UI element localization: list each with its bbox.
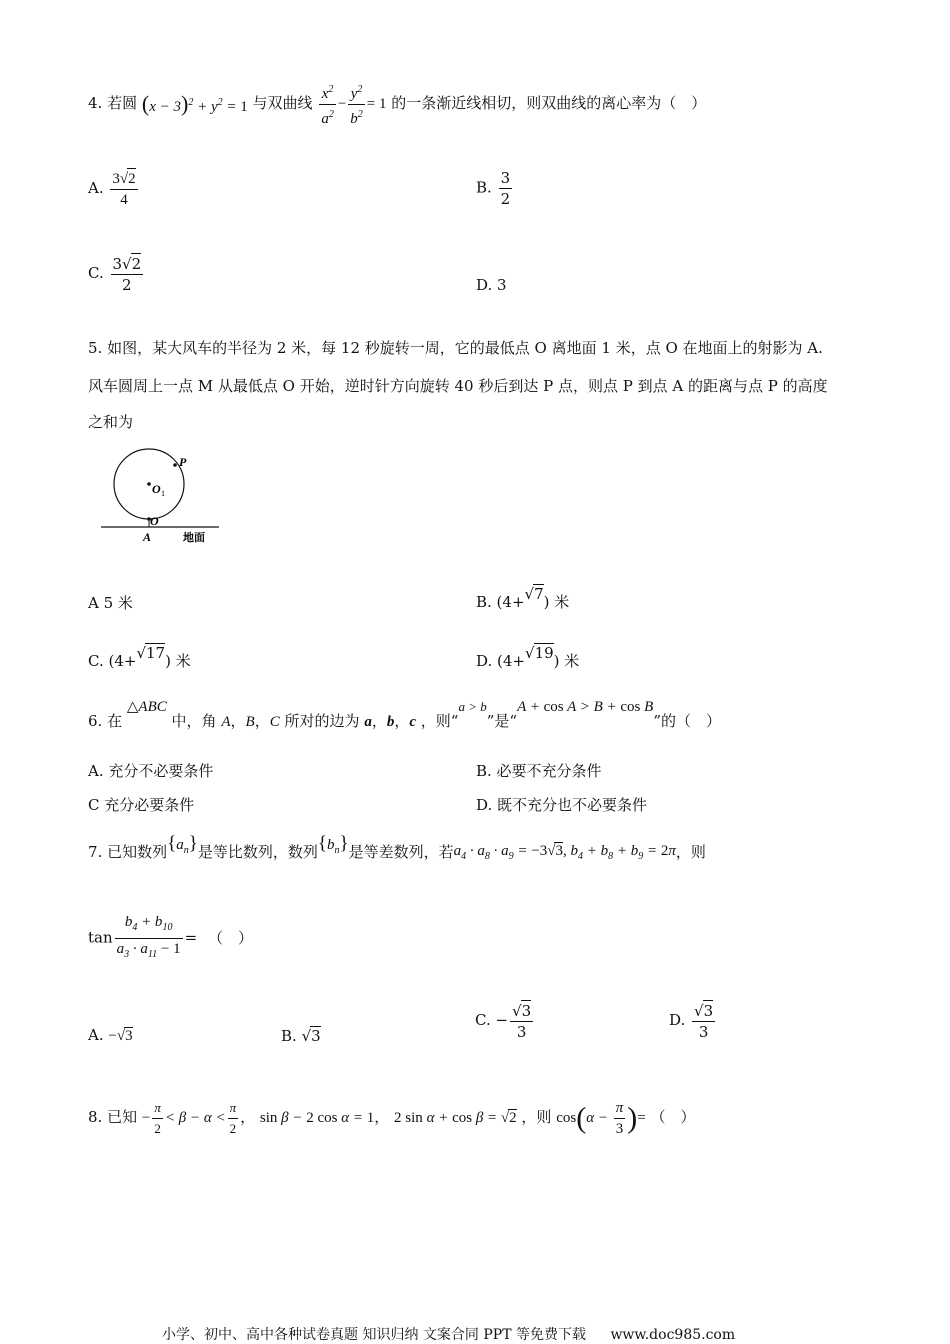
question-8 [88, 1098, 696, 1139]
q7-text-1: 7. 已知数列 [88, 843, 168, 861]
q7-option-c [475, 1000, 535, 1042]
q4-text-1: 若圆 [107, 93, 138, 112]
q7-option-b [281, 1026, 321, 1045]
windmill-figure [95, 446, 225, 550]
q6-condition-1: a > b [458, 699, 487, 714]
q6-text-1: 6. 在 [88, 712, 123, 730]
q7-option-b-label: B. [281, 1027, 297, 1045]
q6-text-6: ”的（ ） [653, 712, 721, 730]
q7-text-2: 是等比数列，数列 [197, 843, 318, 861]
q5-line-2: 风车圆周上一点 M 从最低点 O 开始，逆时针方向旋转 40 秒后到达 P 点，则点 P 到点 A 的距离与点 P 的高度 [88, 377, 828, 395]
q6-condition-2: A + cos A > B + cos B [517, 699, 654, 715]
q6-triangle: △ABC [126, 699, 167, 715]
q5-option-c [88, 643, 191, 671]
q7-option-d [669, 1000, 717, 1042]
label-o1: O [152, 482, 161, 496]
q8-equation-2: 2 sin α + cos β = √2 [394, 1109, 517, 1126]
q8-range: − $\frac{\pi}{2}$ < β − α < $\frac{\pi}{2}$ [141, 1100, 237, 1136]
q4-option-b-label: B. [476, 178, 492, 197]
q4-option-b [476, 168, 514, 209]
q4-circle-equation: $(x - 3)^2 + y^2 = 1$ [141, 90, 248, 116]
q7-sequence-a: $\{a_n\}$ [167, 833, 198, 856]
q7-option-a-label: A. [88, 1026, 104, 1044]
q6-text-3: 所对的边为 [284, 712, 360, 730]
q4-option-d [476, 276, 507, 294]
q8-sep-1: ， [240, 1107, 256, 1126]
q7-option-d-value: $\frac{√3}{3}$ [694, 1002, 714, 1041]
q7-option-a-value: −√3 [108, 1028, 133, 1044]
footer-text: 小学、初中、高中各种试卷真题 知识归纳 文案合同 PPT 等免费下载 [162, 1327, 586, 1343]
q5-line-3: 之和为 [88, 413, 134, 431]
q4-text-3: 的一条渐近线相切，则双曲线的离心率为（ ） [391, 93, 707, 112]
q7-equals: = [184, 928, 198, 947]
q7-tan: tan [88, 928, 113, 947]
q7-option-a [88, 1026, 133, 1045]
q8-target: cos(α − $\frac{\pi}{3}$ )= [556, 1100, 646, 1137]
q5-option-c-post: ) 米 [165, 652, 191, 670]
q6-text-2: 中，角 [171, 712, 217, 730]
q5-option-b-post: ) 米 [543, 593, 570, 611]
q5-option-d-radical: √19 [525, 644, 554, 662]
q4-option-a [88, 168, 140, 210]
question-6 [88, 697, 721, 731]
q5-option-b [476, 584, 569, 612]
q4-option-c [88, 253, 145, 295]
q8-equation-1: sin β − 2 cos α = 1 [259, 1109, 375, 1126]
q5-option-b-radical: √7 [524, 585, 544, 603]
q5-option-c-pre: C. (4+ [88, 652, 137, 670]
q4-option-c-label: C. [88, 264, 104, 282]
q4-option-a-label: A. [88, 179, 104, 197]
q6-angles: A，B，C [221, 714, 280, 730]
q4-option-b-value: $\frac{3}{2}$ [500, 169, 511, 208]
q6-sides: a，b，c [364, 714, 417, 730]
point-o1 [147, 482, 151, 486]
q7-sequence-b: $\{b_n\}$ [317, 833, 349, 856]
q7-fraction: $\frac{b_4 + b_{10}}{a_3 \cdot a_{11} - 1}$ [116, 914, 181, 960]
q7-option-b-value: √3 [301, 1027, 321, 1045]
question-7 [88, 833, 706, 862]
label-o: O [150, 514, 159, 528]
q8-text-1: 8. 已知 [88, 1107, 138, 1126]
q7-option-d-label: D. [669, 1011, 686, 1029]
q6-option-a: A. 充分不必要条件 [88, 762, 214, 780]
q5-option-a: A 5 米 [88, 594, 133, 612]
q5-option-d [476, 643, 579, 671]
footer [162, 1324, 735, 1344]
q7-text-4: ，则 [675, 843, 706, 861]
q6-text-4: ，则“ [420, 712, 459, 730]
q4-option-c-value: $\frac{3√2}{2}$ [112, 255, 142, 294]
question-4 [88, 80, 706, 129]
label-a: A [143, 530, 152, 544]
q4-hyperbola-equation: $\frac{x^2}{a^2}$ − $\frac{y^2}{b^2}$ = 1 [317, 96, 386, 112]
q6-option-c: C 充分必要条件 [88, 796, 195, 814]
q6-option-d: D. 既不充分也不必要条件 [476, 796, 648, 814]
q5-option-c-radical: √17 [136, 644, 166, 662]
q5-line-1: 5. 如图，某大风车的半径为 2 米，每 12 秒旋转一周，它的最低点 O 离地面 1 米，点 O 在地面上的射影为 A. [88, 339, 823, 357]
q4-number: 4. [88, 93, 103, 112]
q7-paren: （ ） [207, 928, 253, 947]
q6-option-b: B. 必要不充分条件 [476, 762, 602, 780]
q4-text-2: 与双曲线 [252, 93, 313, 112]
q7-text-3: 是等差数列，若 [348, 843, 454, 861]
q6-text-5: ”是“ [486, 712, 518, 730]
label-p: P [179, 455, 187, 469]
label-ground: 地面 [183, 531, 205, 544]
q8-sep-2: ， [374, 1107, 390, 1126]
point-p [173, 463, 177, 467]
q8-paren: （ ） [650, 1107, 696, 1126]
q5-option-d-pre: D. (4+ [476, 652, 525, 670]
q4-option-d-label: D. 3 [476, 276, 507, 294]
q7-option-c-label: C. [475, 1011, 491, 1029]
q4-option-a-value: $\frac{3√2}{4}$ [110, 168, 137, 210]
footer-link[interactable]: www.doc985.com [610, 1327, 736, 1343]
q5-option-d-post: ) 米 [553, 652, 580, 670]
q7-option-c-value: − $\frac{√3}{3}$ [495, 1002, 532, 1041]
q7-expression [88, 912, 253, 965]
q7-conditions: $a_4 \cdot a_8 \cdot a_9 = -3√3$, $b_4 + b_8 + b_9 = 2\pi$ [453, 843, 676, 862]
q8-text-2: ，则 [521, 1107, 552, 1126]
label-o1-sub: 1 [161, 489, 165, 498]
q5-option-b-pre: B. (4+ [476, 593, 525, 611]
